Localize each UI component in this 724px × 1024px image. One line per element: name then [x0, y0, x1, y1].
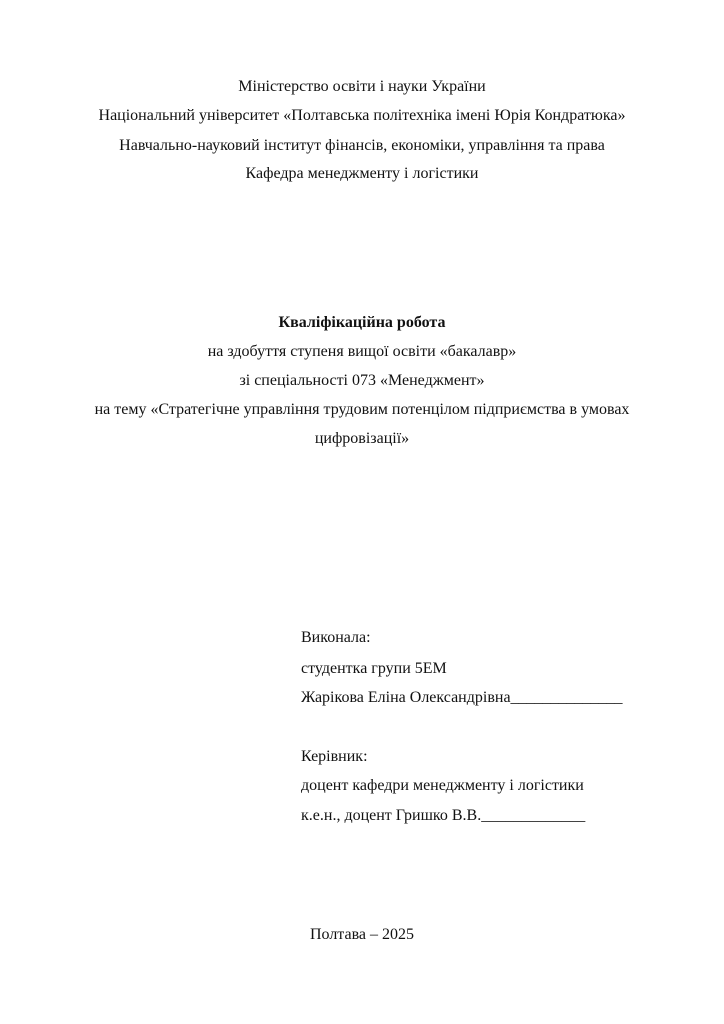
topic-line-1: на тему «Стратегічне управління трудовим потенцілом підприємства в умовах — [94, 401, 630, 418]
department-line: Кафедра менеджменту і логістики — [245, 165, 479, 182]
supervisor-label: Керівник: — [301, 748, 368, 765]
specialty-line: зі спеціальності 073 «Менеджмент» — [239, 372, 485, 389]
degree-line: на здобуття ступеня вищої освіти «бакалавр» — [207, 343, 517, 360]
university-line: Національний університет «Полтавська політехніка імені Юрія Кондратюка» — [98, 107, 626, 124]
supervisor-position: доцент кафедри менеджменту і логістики — [301, 777, 584, 794]
work-title: Кваліфікаційна робота — [278, 314, 446, 331]
city-year: Полтава – 2025 — [309, 926, 415, 943]
topic-line-2: цифровізації» — [314, 430, 410, 447]
supervisor-name: к.е.н., доцент Гришко В.В._____________ — [301, 807, 586, 824]
author-name: Жарікова Еліна Олександрівна______________ — [301, 689, 623, 706]
author-group: студентка групи 5ЕМ — [301, 660, 447, 677]
ministry-line: Міністерство освіти і науки України — [238, 78, 486, 95]
author-label: Виконала: — [301, 629, 371, 646]
institute-line: Навчально-науковий інститут фінансів, економіки, управління та права — [119, 137, 605, 154]
